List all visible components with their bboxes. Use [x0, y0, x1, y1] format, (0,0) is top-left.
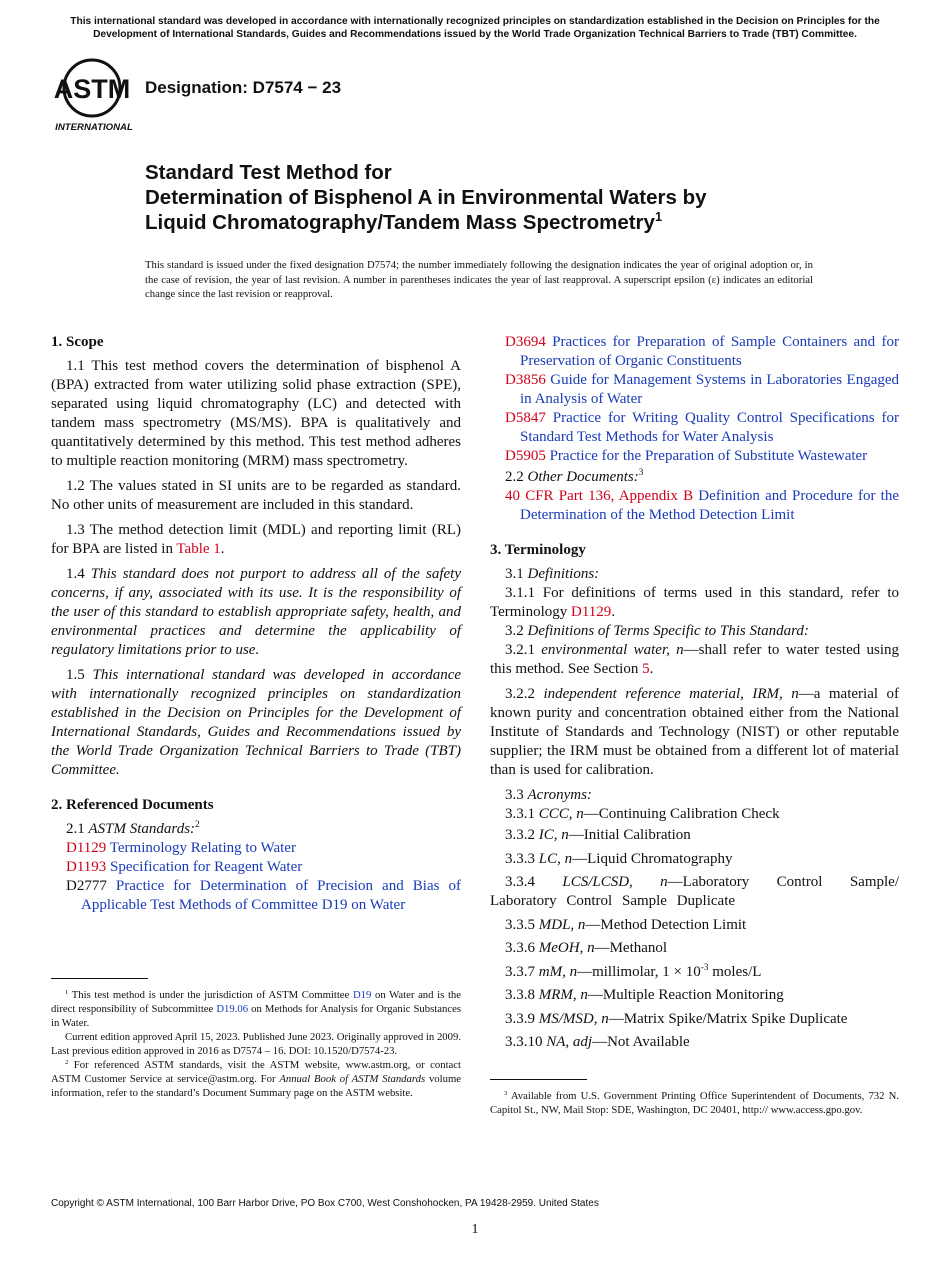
- left-column: [51, 333, 461, 915]
- footnote-3: $^3$ Available from U.S. Government Printing Office Superintendent of Documents, 732 N. Capitol St., NW, Mail Stop: SDE, Washington, DC 20401, http:// www.access.gpo.gov.: [490, 1089, 899, 1116]
- paragraph-1-2: 1.2 The values stated in SI units are to be regarded as standard. No other units of measurement are included in this standard.: [51, 478, 461, 513]
- section-heading-scope: 1. Scope: [51, 334, 104, 350]
- paragraph-3-1-1: 3.1.1 For definitions of terms used in this standard, refer to Terminology D1129.: [490, 585, 899, 620]
- top-notice: This international standard was developed in accordance with internationally recognized principles on standardization established in the Decision on Principles for the Development of International Standards, Guides and Recommendations issued by the World Trade Organization Technical Barriers to Trade (TBT) Committee.: [70, 16, 880, 40]
- table-1-link[interactable]: Table 1: [176, 541, 221, 557]
- acronym-item: 3.3.2 IC, n—Initial Calibration: [505, 827, 691, 843]
- footnote-2: $^2$ For referenced ASTM standards, visit the ASTM website, www.astm.org, or contact ASTM Customer Service at service@astm.org. For Annual Book of ASTM Standards volume information, refer to the standard’s Document Summary page on the ASTM website.: [51, 1058, 461, 1099]
- other-documents-label: 2.2 Other Documents:$^3$: [505, 468, 644, 485]
- acronym-item: 3.3.10 NA, adj—Not Available: [505, 1034, 690, 1050]
- reference-code-link[interactable]: D5847: [505, 410, 546, 426]
- paragraph-3-2-2: 3.2.2 independent reference material, IRM, n—a material of known purity and concentration obtained either from the National Institute of Standards and Technology (NIST) or other reputable supplier; the IRM must be obtained from a different lot of material than is used for calibration.: [490, 686, 899, 778]
- title-line-2: Determination of Bisphenol A in Environmental Waters by: [145, 186, 707, 209]
- reference-title-link[interactable]: Practice for Writing Quality Control Specifications for Standard Test Methods for Water Analysis: [520, 410, 900, 445]
- paragraph-3-2-1: 3.2.1 environmental water, n—shall refer to water tested using this method. See Section 5.: [490, 642, 900, 677]
- reference-title-link[interactable]: Terminology Relating to Water: [109, 840, 296, 856]
- reference-code-link[interactable]: D1193: [66, 859, 107, 875]
- reference-code-link[interactable]: D5905: [505, 448, 546, 464]
- copyright-notice: Copyright © ASTM International, 100 Barr Harbor Drive, PO Box C700, West Conshohocken, PA 19428-2959. United States: [51, 1198, 599, 1209]
- reference-item: [51, 877, 461, 915]
- footnote-ref[interactable]: 3: [638, 468, 644, 479]
- definitions-label: 3.1 Definitions:: [505, 566, 600, 582]
- reference-title-link[interactable]: Definition and Procedure for the Determination of the Method Detection Limit: [520, 488, 899, 523]
- designation: Designation: D7574 − 23: [145, 78, 342, 97]
- reference-title-link[interactable]: Practices for Preparation of Sample Containers and for Preservation of Organic Constituents: [520, 334, 899, 369]
- footnote-ref[interactable]: 1: [654, 209, 663, 225]
- acronym-item: 3.3.1 CCC, n—Continuing Calibration Check: [505, 806, 780, 822]
- d19-link[interactable]: D19: [352, 989, 372, 1001]
- footnote-1: $^1$ This test method is under the jurisdiction of ASTM Committee D19 on Water and is the direct responsibility of Subcommittee D19.06 on Methods for Analysis for Organic Substances in Water.: [51, 988, 461, 1029]
- document-title: [145, 160, 905, 235]
- paragraph-1-4: 1.4 This standard does not purport to address all of the safety concerns, if any, associated with its use. It is the responsibility of the user of this standard to establish appropriate safety, health, and environmental practices and determine the applicability of regulatory limitations prior to use.: [51, 566, 461, 658]
- reference-code-link[interactable]: D3856: [505, 372, 546, 388]
- paragraph-1-1: 1.1 This test method covers the determination of bisphenol A (BPA) extracted from water utilizing solid phase extraction (SPE), separated using liquid chromatography (LC) and detected with tandem mass spectrometry (MS/MS). BPA is qualitatively and quantitatively determined by this method. This test method adheres to multiple reaction monitoring (MRM) mass spectrometry.: [51, 358, 461, 469]
- intro-note: This standard is issued under the fixed designation D7574; the number immediately following the designation indicates the year of original adoption or, in the case of revision, the year of last revision. A number in parentheses indicates the year of last reapproval. A superscript epsilon (ε) indicates an editorial change since the last revision or reapproval.: [145, 259, 813, 301]
- astm-standards-label: 2.1 ASTM Standards:$^2$: [66, 820, 200, 837]
- acronyms-label: 3.3 Acronyms:: [505, 787, 592, 803]
- acronym-item: 3.3.5 MDL, n—Method Detection Limit: [505, 916, 747, 933]
- section-heading-referenced-documents: 2. Referenced Documents: [51, 797, 214, 813]
- reference-title-link[interactable]: Practice for Determination of Precision and Bias of Applicable Test Methods of Committee D19 on Water: [81, 878, 461, 913]
- reference-title-link[interactable]: Practice for the Preparation of Substitute Wastewater: [549, 448, 868, 464]
- logo-text: ASTM: [53, 74, 131, 104]
- reference-item: [490, 487, 899, 525]
- acronym-item: 3.3.3 LC, n—Liquid Chromatography: [505, 850, 733, 867]
- reference-item: [490, 447, 899, 466]
- reference-code-link[interactable]: D3694: [505, 334, 546, 350]
- section-heading-terminology: 3. Terminology: [490, 542, 586, 558]
- section-5-link[interactable]: 5: [642, 661, 650, 677]
- right-column: [490, 333, 899, 1057]
- reference-title-link[interactable]: Guide for Management Systems in Laboratories Engaged in Analysis of Water: [520, 372, 900, 407]
- footnotes-left: [51, 978, 461, 1100]
- reference-item: [490, 409, 899, 447]
- d1129-link[interactable]: D1129: [571, 604, 612, 620]
- reference-code-link[interactable]: 40 CFR Part 136, Appendix B: [505, 488, 694, 504]
- specific-definitions-label: 3.2 Definitions of Terms Specific to This Standard:: [505, 623, 809, 639]
- reference-item: [490, 333, 899, 371]
- page-number: 1: [471, 1222, 479, 1237]
- acronym-item: 3.3.4 LCS/LCSD, n—Laboratory Control Sample/ Laboratory Control Sample Duplicate: [490, 874, 899, 909]
- paragraph-1-5: 1.5 This international standard was developed in accordance with internationally recognized principles on standardization established in the Decision on Principles for the Development of International Standards, Guides and Recommendations issued by the World Trade Organization Technical Barriers to Trade (TBT) Committee.: [51, 667, 462, 778]
- title-line-3: Liquid Chromatography/Tandem Mass Spectrometry$^1$: [145, 209, 663, 234]
- acronym-item: 3.3.8 MRM, n—Multiple Reaction Monitoring: [505, 987, 784, 1003]
- reference-item: [490, 371, 899, 409]
- acronym-item: 3.3.9 MS/MSD, n—Matrix Spike/Matrix Spike Duplicate: [505, 1010, 848, 1027]
- reference-item: [51, 839, 461, 858]
- acronym-item: 3.3.7 mM, n—millimolar, $1 \times 10^{-3}$ moles/L: [505, 962, 762, 980]
- astm-logo-icon: [52, 56, 136, 134]
- reference-title-link[interactable]: Specification for Reagent Water: [110, 859, 303, 875]
- reference-code-link[interactable]: D1129: [66, 840, 107, 856]
- acronym-item: 3.3.6 MeOH, n—Methanol: [505, 940, 668, 956]
- logo-subtext: INTERNATIONAL: [55, 122, 133, 133]
- title-line-1: Standard Test Method for: [145, 161, 392, 184]
- footnote-1-approval: Current edition approved April 15, 2023. Published June 2023. Originally approved in 2009. Last previous edition approved in 2016 as D7574 – 16. DOI: 10.1520/D7574-23.: [51, 1031, 461, 1057]
- footnotes-right: [490, 1079, 899, 1117]
- reference-code: D2777: [66, 878, 107, 894]
- footnote-ref[interactable]: 2: [195, 820, 200, 831]
- d19-06-link[interactable]: D19.06: [216, 1003, 249, 1015]
- paragraph-1-3: 1.3 The method detection limit (MDL) and reporting limit (RL) for BPA are listed in Table 1.: [51, 522, 461, 557]
- reference-item: [51, 858, 461, 877]
